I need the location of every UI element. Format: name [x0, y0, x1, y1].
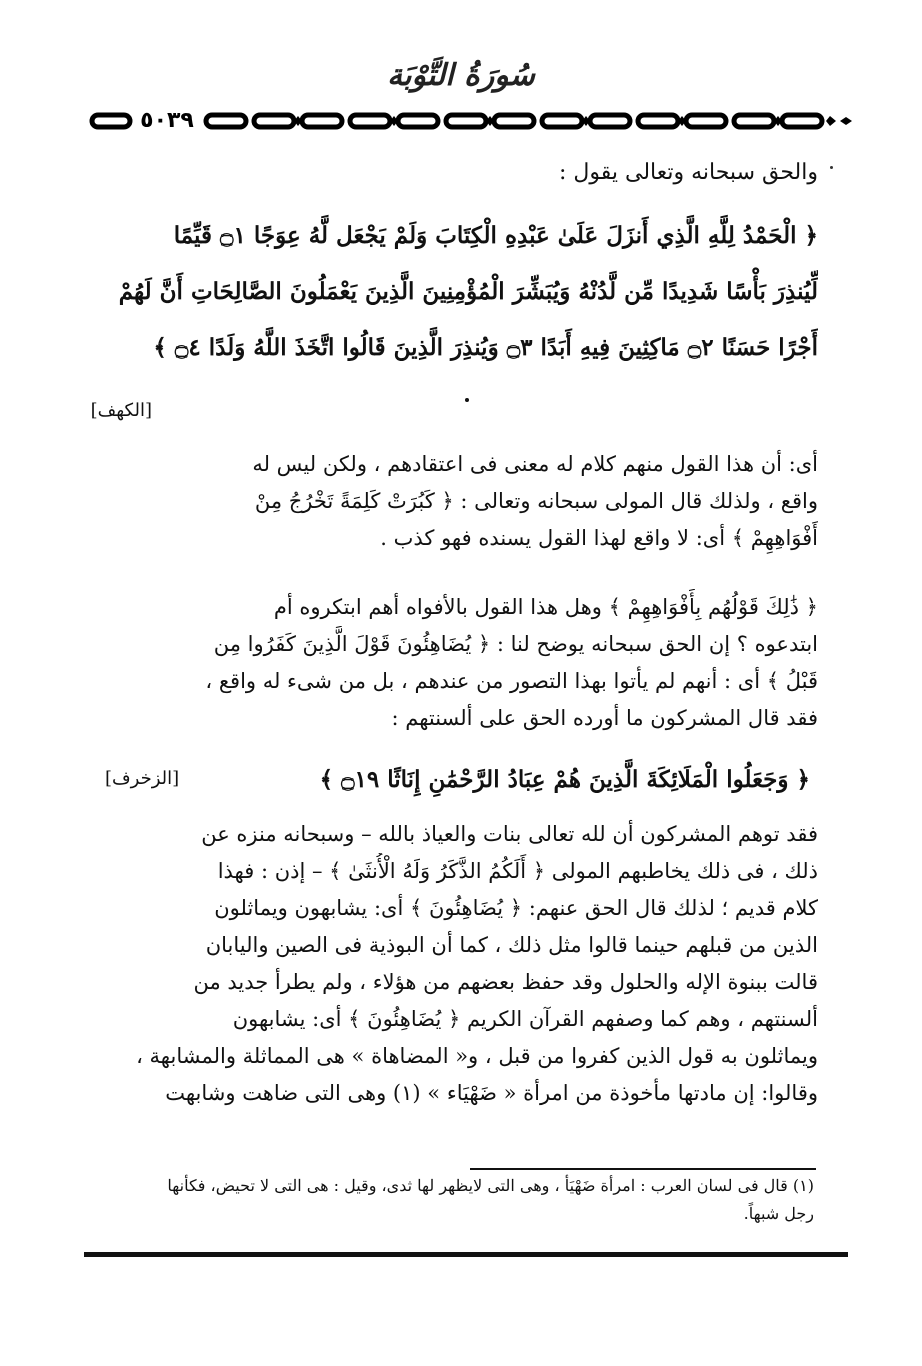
- paragraph: [106, 589, 818, 737]
- verse-reference: [الكهف]: [90, 400, 152, 421]
- verse-line: أَجْرًا حَسَنًا ۝٢ مَاكِثِينَ فِيهِ أَبَدًا ۝٣ وَيُنذِرَ الَّذِينَ قَالُوا اتَّخَذَ اللَّهُ وَلَدًا ۝٤ ﴾: [153, 334, 818, 361]
- text-line: الذين من قبلهم حينما قالوا مثل ذلك ، كما أن البوذية فى الصين واليابان: [205, 933, 818, 957]
- text-line: قَبْلُ ﴾ أى : أنهم لم يأتوا بهذا التصور من عندهم ، بل من شىء له واقع ،: [205, 669, 818, 693]
- footnote-line: رجل شبهاً.: [743, 1204, 814, 1223]
- decorative-dot: [830, 166, 833, 169]
- text-line: وقالوا: إن مادتها مأخوذة من امرأة « ضَهْيَاء » (١) وهى التى ضاهت وشابهت: [165, 1081, 818, 1105]
- verse-reference: [الزخرف]: [105, 768, 180, 789]
- verse-block: [106, 208, 818, 376]
- text-line: فقد قال المشركون ما أورده الحق على ألسنتهم :: [391, 706, 818, 730]
- page-number: ٥٠٣٩: [140, 108, 194, 133]
- paragraph: [106, 446, 818, 557]
- ornamental-border-icon: [88, 108, 854, 134]
- text-line: أَفْوَاهِهِمْ ﴾ أى: لا واقع لهذا القول يسنده فهو كذب .: [380, 526, 818, 550]
- intro-line: والحق سبحانه وتعالى يقول :: [559, 160, 818, 185]
- text-line: واقع ، ولذلك قال المولى سبحانه وتعالى : ﴿ كَبُرَتْ كَلِمَةً تَخْرُجُ مِنْ: [254, 489, 818, 513]
- text-line: ويماثلون به قول الذين كفروا من قبل ، و« المضاهاة » هى المماثلة والمشابهة ،: [136, 1044, 818, 1068]
- text-line: ابتدعوه ؟ إن الحق سبحانه يوضح لنا : ﴿ يُضَاهِئُونَ قَوْلَ الَّذِينَ كَفَرُوا مِن: [213, 632, 818, 656]
- text-line: ذلك ، فى ذلك يخاطبهم المولى ﴿ أَلَكُمُ الذَّكَرُ وَلَهُ الْأُنثَىٰ ﴾ – إذن : فهذا: [217, 859, 818, 883]
- decorative-dot: [465, 398, 469, 402]
- verse-line: ﴿ وَجَعَلُوا الْمَلَائِكَةَ الَّذِينَ هُمْ عِبَادُ الرَّحْمَٰنِ إِنَاثًا ۝١٩ ﴾: [319, 766, 810, 793]
- text-line: ﴿ ذَٰلِكَ قَوْلُهُم بِأَفْوَاهِهِمْ ﴾ وهل هذا القول بالأفواه أهم ابتكروه أم: [273, 595, 818, 619]
- text-line: كلام قديم ؛ لذلك قال الحق عنهم: ﴿ يُضَاهِئُونَ ﴾ أى: يشابهون ويماثلون: [214, 896, 818, 920]
- bottom-divider: [84, 1252, 848, 1257]
- verse-line: ﴿ الْحَمْدُ لِلَّهِ الَّذِي أَنزَلَ عَلَىٰ عَبْدِهِ الْكِتَابَ وَلَمْ يَجْعَل لَّهُ عِوَجًا ۝١ قَيِّمًا: [173, 222, 818, 249]
- footnote-divider: [470, 1168, 816, 1170]
- footnote: [106, 1172, 814, 1228]
- text-line: أى: أن هذا القول منهم كلام له معنى فى اعتقادهم ، ولكن ليس له: [252, 452, 818, 476]
- text-line: قالت ببنوة الإله والحلول وقد حفظ بعضهم من هؤلاء ، ولم يطرأ جديد من: [193, 970, 818, 994]
- text-line: ألسنتهم ، وهم كما وصفهم القرآن الكريم ﴿ يُضَاهِئُونَ ﴾ أى: يشابهون: [232, 1007, 818, 1031]
- text-line: فقد توهم المشركون أن لله تعالى بنات والعياذ بالله – وسبحانه منزه عن: [201, 822, 818, 846]
- verse-line: لِّيُنذِرَ بَأْسًا شَدِيدًا مِّن لَّدُنْهُ وَيُبَشِّرَ الْمُؤْمِنِينَ الَّذِينَ يَعْمَلُونَ الصَّالِحَاتِ أَنَّ لَهُمْ: [118, 278, 818, 305]
- paragraph: [106, 816, 818, 1112]
- surah-title: سُورَةُ التَّوْبَة: [387, 58, 535, 93]
- footnote-line: (١) قال فى لسان العرب : امرأة ضَهْيَأ ، وهى التى لايظهر لها ثدى، وقيل : هى التى لا تحيض، فكأنها: [167, 1176, 814, 1195]
